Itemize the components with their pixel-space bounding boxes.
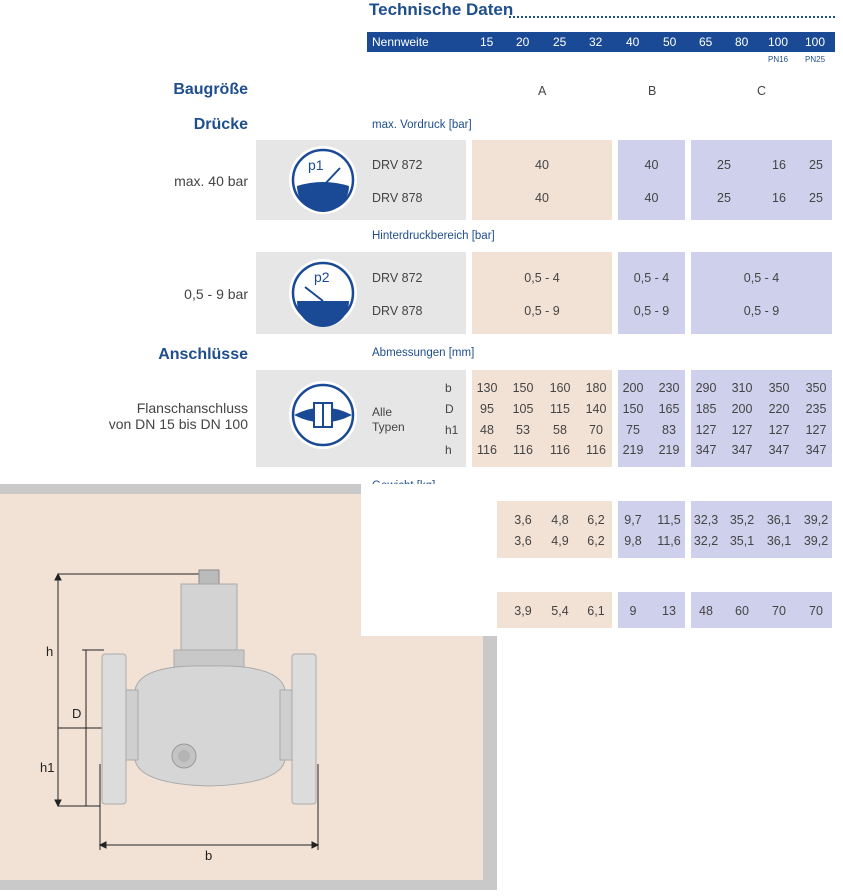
dim-b-label: b [205,848,213,863]
gewicht-value: 6,2 [587,513,605,527]
dim-D-value: 200 [731,402,753,416]
kvs-value: 13 [662,604,676,618]
dim-b-value: 290 [695,381,717,395]
dim-h1-value: 127 [768,423,790,437]
vordruck-872-c2: 16 [772,158,786,172]
hinterdruck-878-c: 0,5 - 9 [743,304,780,318]
dim-h1-label: h1 [40,760,55,775]
section-druecke: Drücke [193,116,248,133]
hinterdruck-summary: 0,5 - 9 bar [184,286,248,302]
vordruck-type-878: DRV 878 [372,191,423,205]
dim-D-value: 150 [622,402,644,416]
dim-b-value: 230 [658,381,680,395]
gewicht-value: 3,6 [514,534,532,548]
dim-b-value: 150 [512,381,534,395]
dim-h-value: 116 [550,443,570,457]
dim-h-value: 219 [622,443,644,457]
vordruck-878-c3: 25 [809,191,823,205]
gewicht-value: 36,1 [766,534,792,548]
gewicht-value: 3,6 [514,513,532,527]
dim-D-value: 220 [768,402,790,416]
dim-D-value: 165 [658,402,680,416]
gewicht-value: 9,7 [624,513,642,527]
kvs-value: 3,9 [514,604,532,618]
vordruck-group-c [691,140,832,220]
dim-b-value: 180 [585,381,607,395]
vordruck-878-c1: 25 [717,191,731,205]
vordruck-878-c2: 16 [772,191,786,205]
gewicht-group-b [618,501,685,558]
vordruck-878-a: 40 [535,191,549,205]
dim-h1-value: 127 [695,423,717,437]
dim-h1-value: 58 [553,423,567,437]
gewicht-value: 39,2 [803,534,829,548]
gewicht-value: 4,9 [551,534,569,548]
section-anschluesse: Anschlüsse [158,346,248,363]
vordruck-group-b [618,140,685,220]
dim-D-value: 115 [550,402,570,416]
dim-h1-value: 70 [589,423,603,437]
pn25-label: PN25 [805,55,826,64]
page-title: Technische Daten [369,0,514,19]
dim-h-label: h [46,644,54,659]
gewicht-value: 32,3 [693,513,719,527]
dim-D-value: 105 [512,402,534,416]
hinterdruck-type-872: DRV 872 [372,271,423,285]
dim-b-value: 350 [768,381,790,395]
dim-D-value: 185 [695,402,717,416]
size-50: 50 [663,35,677,49]
p1-label: p1 [308,157,324,173]
dim-h-value: 347 [768,443,790,457]
size-80: 80 [735,35,749,49]
vordruck-872-c3: 25 [809,158,823,172]
size-40: 40 [626,35,640,49]
valve-drawing [0,494,483,880]
dim-h1-value: 48 [480,423,494,437]
size-100-pn16: 100 [768,35,789,49]
hinterdruck-878-a: 0,5 - 9 [524,304,560,318]
dim-b-value: 160 [549,381,571,395]
size-20: 20 [516,35,530,49]
gewicht-value: 4,8 [551,513,569,527]
dim-b-value: 350 [805,381,827,395]
dim-b-value: 310 [731,381,753,395]
dim-b-value: 200 [622,381,644,395]
kvs-value: 70 [809,604,823,618]
vordruck-872-c1: 25 [717,158,731,172]
dim-h-label: h [445,443,452,457]
size-15: 15 [480,35,494,49]
anschluss-label-1: Flanschanschluss [136,400,248,416]
dim-h1-value: 75 [626,423,640,437]
gewicht-value: 35,1 [729,534,755,548]
vordruck-group-a [472,140,612,220]
gewicht-value: 6,2 [587,534,605,548]
hinterdruck-872-a: 0,5 - 4 [524,271,560,285]
kvs-value: 70 [772,604,786,618]
dim-D-value: 235 [805,402,827,416]
gewicht-value: 32,2 [693,534,719,548]
gewicht-value: 9,8 [624,534,642,548]
dim-h1-value: 127 [805,423,827,437]
group-c: C [757,84,767,98]
abmessungen-types-1: Alle [372,405,393,419]
dim-b-label: b [445,381,452,395]
pressure-gauge-p2-icon [256,252,366,334]
hinterdruck-group-b [618,252,685,334]
abmessungen-types-2: Typen [372,420,405,434]
flange-connection-icon [256,370,366,467]
section-baugroesse: Baugröße [173,81,248,98]
hinterdruck-group-c [691,252,832,334]
dim-D-label: D [72,706,82,721]
kvs-value: 60 [735,604,749,618]
hinterdruck-type-878: DRV 878 [372,304,423,318]
dim-h-value: 116 [477,443,497,457]
gewicht-value: 11,6 [657,534,681,548]
anschluss-label-2: von DN 15 bis DN 100 [108,416,248,432]
kvs-value: 6,1 [587,604,605,618]
gewicht-value: 36,1 [766,513,792,527]
gewicht-value: 11,5 [657,513,681,527]
vordruck-type-872: DRV 872 [372,158,423,172]
size-65: 65 [699,35,713,49]
dim-h-value: 347 [805,443,827,457]
vordruck-summary: max. 40 bar [174,173,248,189]
dim-h1-label: h1 [445,423,459,437]
group-a: A [538,84,547,98]
dim-h-value: 347 [695,443,717,457]
title-dotted-rule [509,16,835,18]
abmessungen-title: Abmessungen [mm] [372,347,475,359]
hinterdruck-group-a [472,252,612,334]
gewicht-value: 35,2 [729,513,755,527]
dim-h-value: 219 [658,443,680,457]
dim-h-value: 116 [513,443,533,457]
hinterdruck-872-c: 0,5 - 4 [743,271,780,285]
dim-h-value: 347 [731,443,753,457]
kvs-value: 9 [629,604,637,618]
p2-label: p2 [314,269,330,285]
dim-h1-value: 53 [516,423,530,437]
pressure-gauge-p1-icon [256,140,366,220]
dim-h-value: 116 [586,443,606,457]
gewicht-group-c [691,501,832,558]
hinterdruck-878-b: 0,5 - 9 [633,304,670,318]
size-100-pn25: 100 [805,35,826,49]
dim-h1-value: 83 [662,423,676,437]
hinterdruck-872-b: 0,5 - 4 [633,271,670,285]
dim-h1-value: 127 [731,423,753,437]
gewicht-value: 39,2 [803,513,829,527]
vordruck-872-a: 40 [535,158,549,172]
kvs-value: 48 [699,604,713,618]
nennweite-header [367,32,835,52]
size-25: 25 [553,35,567,49]
kvs-value: 5,4 [551,604,569,618]
pn16-label: PN16 [768,55,789,64]
vordruck-872-b: 40 [644,158,659,172]
dim-D-value: 140 [585,402,607,416]
nennweite-label: Nennweite [372,35,429,49]
vordruck-878-b: 40 [644,191,659,205]
dim-b-value: 130 [476,381,498,395]
dim-D-value: 95 [480,402,494,416]
hinterdruck-title: Hinterdruckbereich [bar] [372,230,495,242]
size-32: 32 [589,35,603,49]
dim-D-label: D [445,402,454,416]
vordruck-title: max. Vordruck [bar] [372,119,472,131]
group-b: B [648,84,657,98]
